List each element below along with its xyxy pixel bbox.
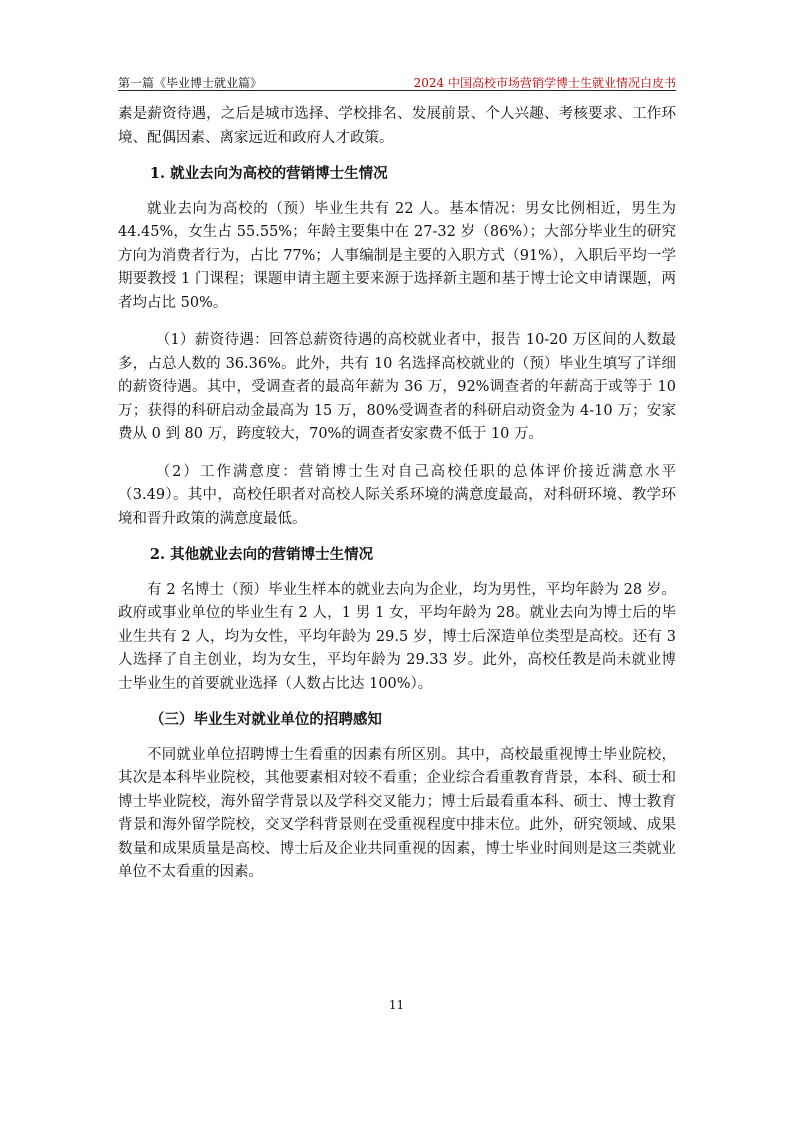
section3-paragraph-1: 不同就业单位招聘博士生看重的因素有所区别。其中，高校最重视博士毕业院校，其次是本科毕业院校，其他要素相对较不看重；企业综合看重教育背景，本科、硕士和博士毕业院校，海外留学背景以及学科交叉能力；博士后最看重本科、硕士、博士教育背景和海外留学院校，交叉学科背景则在受重视程度中排末位。此外，研究领域、成果数量和成果质量是高校、博士后及企业共同重视的因素，博士毕业时间则是这三类就业单位不太看重的因素。 — [118, 746, 676, 880]
page-body — [118, 103, 676, 885]
page-number: 11 — [388, 998, 405, 1012]
section1-paragraph-1: 就业去向为高校的（预）毕业生共有 22 人。基本情况：男女比例相近，男生为 44.45%，女生占 55.55%；年龄主要集中在 27-32 岁（86%）；大部分毕业生的研究方向为消费者行为，占比 77%；人事编制是主要的入职方式（91%），入职后平均一学期要教授 1 门课程；课题申请主题主要来源于选择新主题和基于博士论文申请课题，两者均占比 50%。 — [118, 200, 676, 311]
header-divider — [118, 90, 676, 91]
section1-paragraph-3: （2）工作满意度：营销博士生对自己高校任职的总体评价接近满意水平（3.49）。其中，高校任职者对高校人际关系环境的满意度最高，对科研环境、教学环境和晋升政策的满意度最低。 — [118, 463, 676, 527]
section1-heading: 1. 就业去向为高校的营销博士生情况 — [149, 165, 388, 182]
section3-heading: （三）毕业生对就业单位的招聘感知 — [149, 711, 382, 728]
header-document-title: 2024 中国高校市场营销学博士生就业情况白皮书 — [413, 76, 676, 90]
section2-heading: 2. 其他就业去向的营销博士生情况 — [149, 546, 374, 563]
header-part-title: 第一篇《毕业博士就业篇》 — [118, 76, 263, 90]
section2-paragraph-1: 有 2 名博士（预）毕业生样本的就业去向为企业，均为男性，平均年龄为 28 岁。政府或事业单位的毕业生有 2 人，1 男 1 女，平均年龄为 28。就业去向为博士后的毕业生共有 2 人，均为女性，平均年龄为 29.5 岁，博士后深造单位类型是高校。还有 3 人选择了自主创业，均为女生，平均年龄为 29.33 岁。此外，高校任教是尚未就业博士毕业生的首要就业选择（人数占比达 100%）。 — [118, 581, 676, 692]
intro-paragraph: 素是薪资待遇，之后是城市选择、学校排名、发展前景、个人兴趣、考核要求、工作环境、配偶因素、离家远近和政府人才政策。 — [118, 106, 676, 146]
section1-paragraph-2: （1）薪资待遇：回答总薪资待遇的高校就业者中，报告 10-20 万区间的人数最多，占总人数的 36.36%。此外，共有 10 名选择高校就业的（预）毕业生填写了详细的薪资待遇。其中，受调查者的最高年薪为 36 万，92%调查者的年薪高于或等于 10 万；获得的科研启动金最高为 15 万，80%受调查者的科研启动资金为 4-10 万；安家费从 0 到 80 万，跨度较大，70%的调查者安家费不低于 10 万。 — [118, 332, 676, 442]
page-header — [118, 70, 676, 92]
